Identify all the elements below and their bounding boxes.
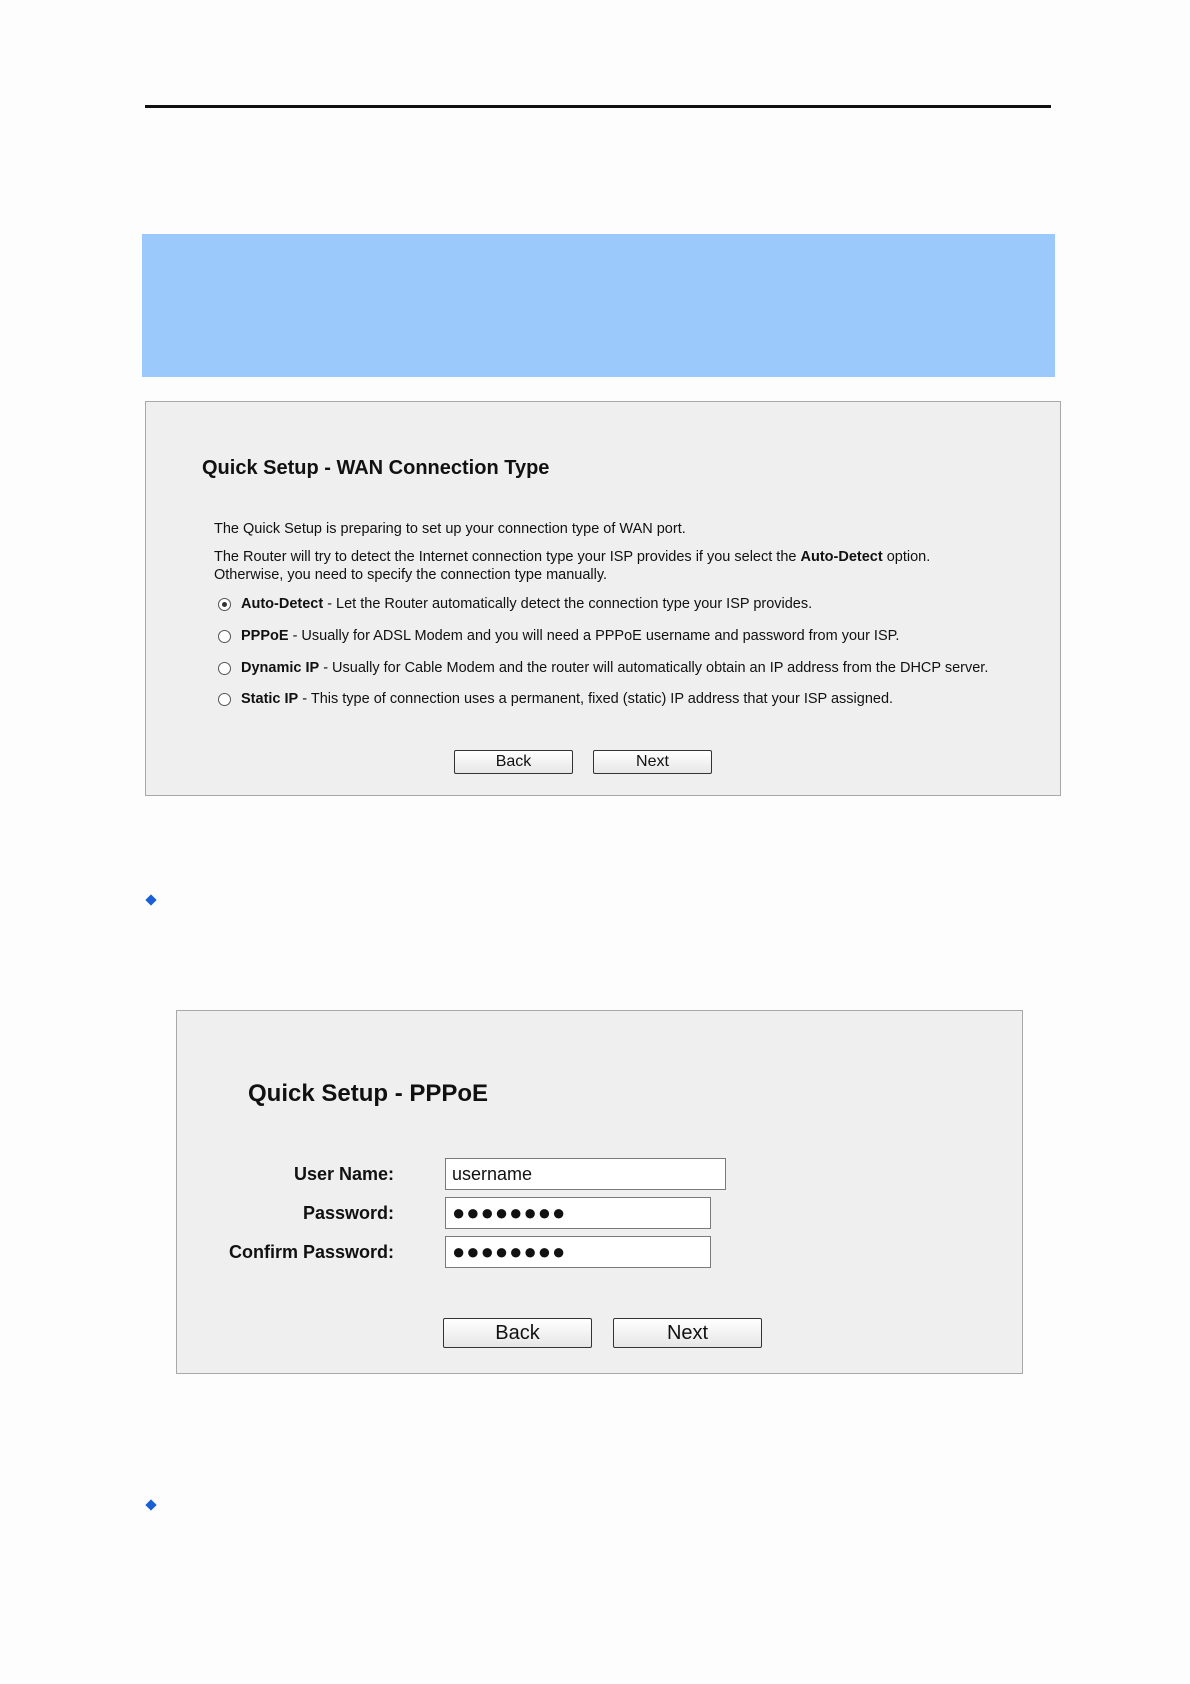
wan-connection-type-panel [145,401,1061,796]
radio-icon[interactable] [218,630,231,643]
back-button[interactable]: Back [443,1318,592,1348]
option-text: - This type of connection uses a permanent, fixed (static) IP address that your ISP assigned. [298,691,894,707]
option-name: PPPoE [241,628,289,644]
password-input[interactable]: ●●●●●●●● [445,1197,711,1229]
option-auto-detect[interactable] [218,596,812,612]
bullet-icon [145,894,156,905]
confirm-password-input[interactable]: ●●●●●●●● [445,1236,711,1268]
pppoe-panel [176,1010,1023,1374]
radio-icon[interactable] [218,662,231,675]
highlight-banner [142,234,1055,377]
description-bold-text: Auto-Detect [800,549,883,565]
back-button[interactable]: Back [454,750,573,774]
option-dynamic-ip[interactable] [218,660,988,676]
panel-title: Quick Setup - WAN Connection Type [202,457,550,479]
option-name: Auto-Detect [241,596,324,612]
radio-checked-icon[interactable] [218,598,231,611]
user-name-input[interactable] [445,1158,726,1190]
description-line-3: Otherwise, you need to specify the connection type manually. [214,567,608,583]
option-text: - Usually for ADSL Modem and you will need a PPPoE username and password from your ISP. [288,628,900,644]
panel-title: Quick Setup - PPPoE [248,1080,489,1107]
option-name: Static IP [241,691,299,707]
radio-icon[interactable] [218,693,231,706]
option-name: Dynamic IP [241,660,320,676]
description-line-2 [214,549,930,565]
password-label: Password: [302,1203,394,1223]
option-text: - Usually for Cable Modem and the router will automatically obtain an IP address from the DHCP server. [319,660,989,676]
option-static-ip[interactable] [218,691,893,707]
description-line-1: The Quick Setup is preparing to set up your connection type of WAN port. [214,521,686,537]
confirm-password-label: Confirm Password: [228,1242,394,1262]
user-name-label: User Name: [293,1164,394,1184]
next-button[interactable]: Next [613,1318,762,1348]
description-text: option. [882,549,931,565]
description-text: The Router will try to detect the Internet connection type your ISP provides if you select the [214,549,801,565]
option-pppoe[interactable] [218,628,899,644]
option-text: - Let the Router automatically detect the connection type your ISP provides. [323,596,813,612]
next-button[interactable]: Next [593,750,712,774]
bullet-icon [145,1499,156,1510]
header-rule [145,105,1051,108]
